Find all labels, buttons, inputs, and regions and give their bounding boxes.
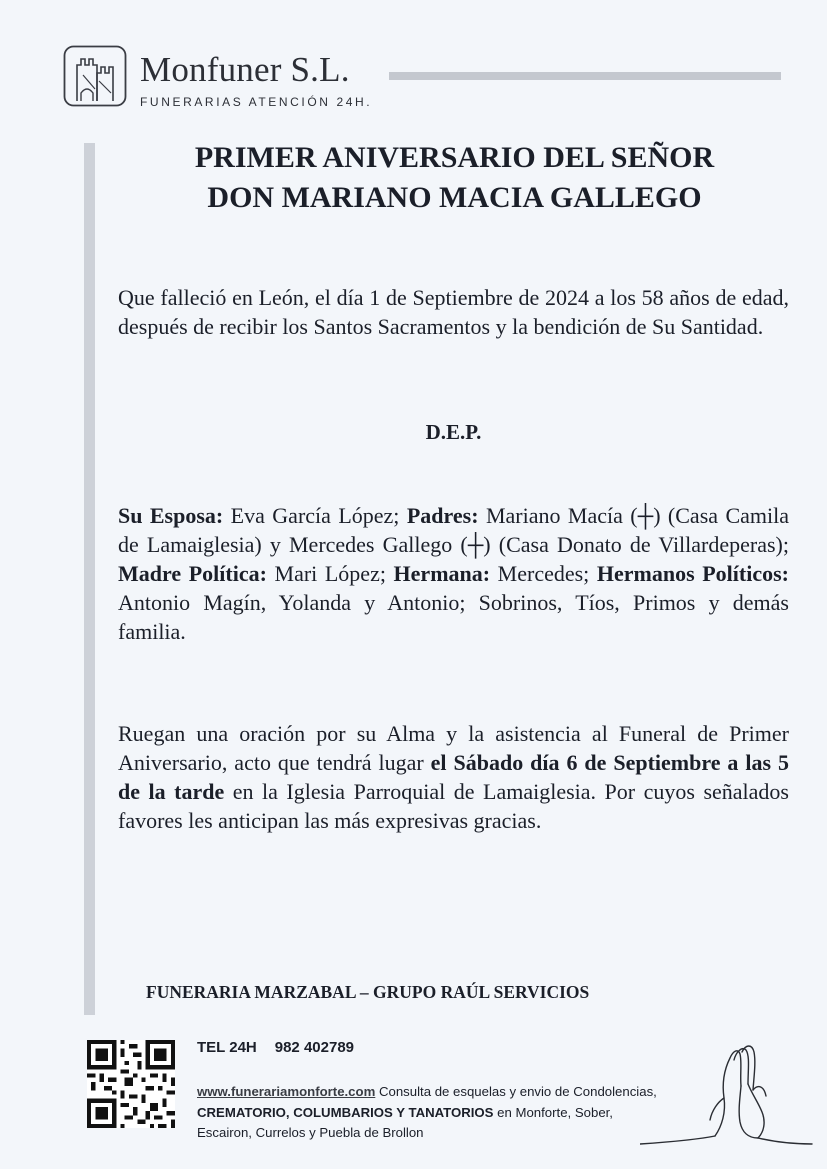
services-text: CREMATORIO, COLUMBARIOS Y TANATORIOS — [197, 1104, 494, 1120]
hermanos-politicos-label: Hermanos Políticos: — [596, 561, 789, 586]
footer-text-1: Consulta de esquelas y envio de Condolencias, — [375, 1084, 657, 1099]
title-line-2: DON MARIANO MACIA GALLEGO — [207, 181, 702, 214]
padres-text: Mariano Macía (┼) (Casa Camila de Lamaiglesia) y Mercedes Gallego (┼) (Casa Donato de Villardeperas); — [118, 503, 789, 557]
website-link[interactable]: www.funerariamonforte.com — [197, 1084, 376, 1099]
header-divider — [389, 72, 781, 80]
madre-politica-text: Mari López; — [266, 561, 394, 586]
dep-label: D.E.P. — [425, 420, 482, 444]
footer-info — [197, 1082, 667, 1144]
castle-tower-logo-icon — [63, 45, 127, 107]
notice-title — [118, 138, 791, 218]
padres-label: Padres: — [406, 503, 479, 528]
death-paragraph: Que falleció en León, el día 1 de Septiembre de 2024 a los 58 años de edad, después de recibir los Santos Sacramentos y la bendición de Su Santidad. — [118, 285, 789, 339]
hermanos-politicos-text: Antonio Magín, Yolanda y Antonio; Sobrinos, Tíos, Primos y demás familia. — [118, 590, 789, 644]
funeral-text-before: Ruegan una oración por su Alma y la asistencia al Funeral de Primer Aniversario, acto que tendrá lugar — [118, 721, 789, 775]
madre-politica-label: Madre Política: — [118, 561, 267, 586]
footer-text-2: en Monforte, Sober, Escairon, Currelos y Puebla de Brollon — [197, 1104, 613, 1140]
funeral-paragraph — [118, 719, 789, 835]
phone-line — [197, 1039, 354, 1056]
esposa-label: Su Esposa: — [118, 503, 224, 528]
brand-name: Monfuner S.L. — [140, 50, 350, 89]
phone-label: TEL 24H — [197, 1039, 257, 1056]
funeral-date: el Sábado día 6 de Septiembre a las 5 de la tarde — [118, 750, 789, 804]
funeral-text-after: en la Iglesia Parroquial de Lamaiglesia. Por cuyos señalados favores les anticipan las más expresivas gracias. — [118, 779, 789, 833]
family-paragraph — [118, 501, 789, 646]
funeraria-name: FUNERARIA MARZABAL – GRUPO RAÚL SERVICIOS — [146, 982, 590, 1002]
phone-number[interactable]: 982 402789 — [274, 1039, 354, 1056]
qr-code-icon — [87, 1040, 175, 1128]
praying-hands-icon — [640, 1040, 815, 1150]
brand-subtitle: FUNERARIAS ATENCIÓN 24H. — [140, 95, 373, 109]
title-line-1: PRIMER ANIVERSARIO DEL SEÑOR — [194, 141, 715, 174]
hermana-text: Mercedes; — [490, 561, 597, 586]
side-decorative-bar — [84, 143, 95, 1015]
esposa-text: Eva García López; — [223, 503, 407, 528]
hermana-label: Hermana: — [393, 561, 491, 586]
